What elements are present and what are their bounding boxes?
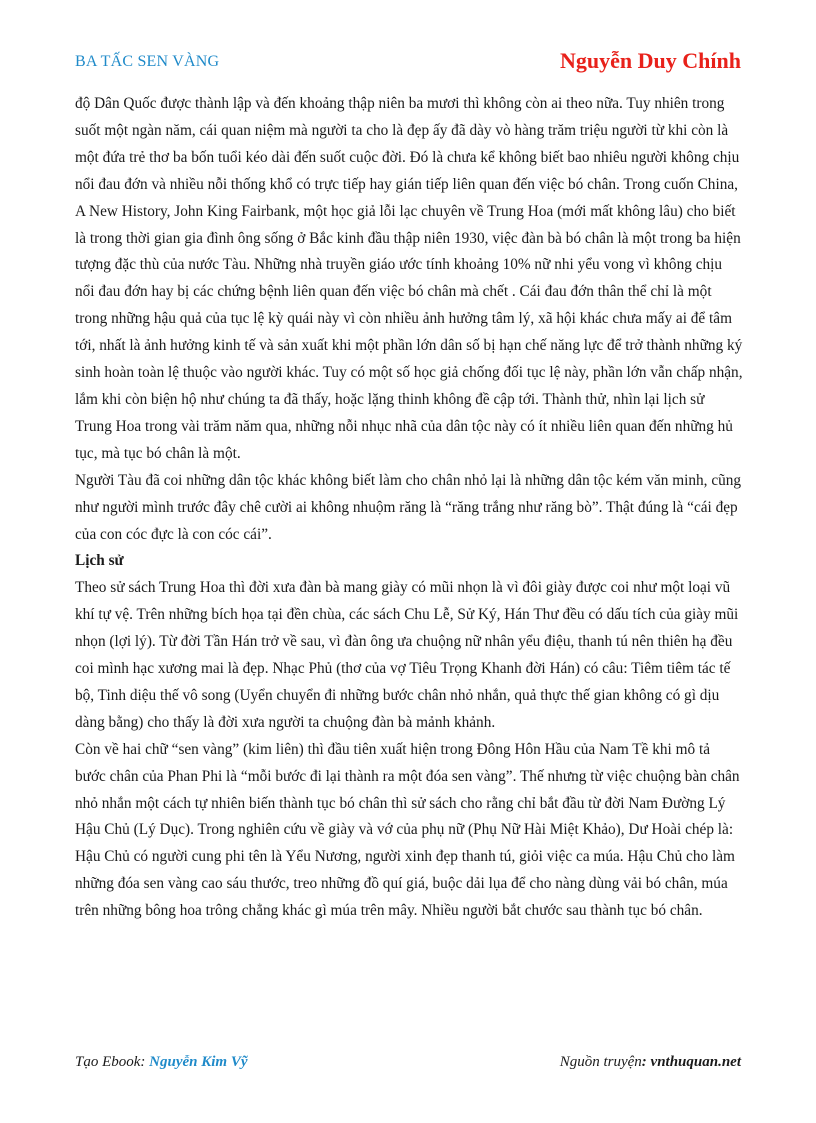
paragraph-4: Còn về hai chữ “sen vàng” (kim liên) thì đầu tiên xuất hiện trong Đông Hôn Hầu của Nam Tề khi mô tả bước chân của Phan Phi là “mỗi bước đi lại thành ra một đóa sen vàng”. Thế nhưng từ việc chuộng bàn chân nhỏ nhắn một cách tự nhiên biến thành tục bó chân thì sử sách cho rằng chỉ bắt đầu từ đời Nam Đường Lý Hậu Chủ (Lý Dục). Trong nghiên cứu về giày và vớ của phụ nữ (Phụ Nữ Hài Miệt Khảo), Dư Hoài chép là: Hậu Chủ có người cung phi tên là Yểu Nương, người xinh đẹp thanh tú, giỏi việc ca múa. Hậu Chủ cho làm những đóa sen vàng cao sáu thước, treo những đồ quí giá, buộc dải lụa để cho nàng dùng vải bó chân, múa trên những bông hoa trông chẳng khác gì múa trên mây. Nhiều người bắt chước sau thành tục bó chân. [75,740,740,920]
book-title: BA TẤC SEN VÀNG [75,53,220,70]
ebook-label: Tạo Ebook [75,1054,141,1070]
source-separator: : [641,1054,651,1070]
section-heading: Lịch sử [75,552,124,570]
page-header [75,48,741,78]
source-site: vnthuquan.net [650,1054,741,1070]
ebook-creator-name: Nguyễn Kim Vỹ [149,1054,248,1070]
ebook-credit [75,1054,248,1071]
author-name: Nguyễn Duy Chính [560,48,741,73]
source-label: Nguồn truyện [559,1054,642,1070]
paragraph-1: độ Dân Quốc được thành lập và đến khoảng thập niên ba mươi thì không còn ai theo nữa. Tuy nhiên trong suốt một ngàn năm, cái quan niệm mà người ta cho là đẹp ấy đã dày vò hàng trăm triệu người từ khi còn là một đứa trẻ thơ ba bốn tuổi kéo dài đến suốt cuộc đời. Đó là chưa kể không biết bao nhiêu người không chịu nổi đau đớn và nhiều nỗi thống khổ có trực tiếp hay gián tiếp liên quan đến việc bó chân. Trong cuốn China, A New History, John King Fairbank, một học giả lỗi lạc chuyên về Trung Hoa (mới mất không lâu) cho biết là trong thời gian gia đình ông sống ở Bắc kinh đầu thập niên 1930, việc đàn bà bó chân là một trong ba hiện tượng đặc thù của nước Tàu. Những nhà truyền giáo ước tính khoảng 10% nữ nhi yểu vong vì không chịu nổi đau đớn hay bị các chứng bệnh liên quan đến việc bó chân mà chết . Cái đau đớn thân thể chỉ là một trong những hậu quả của tục lệ kỳ quái này vì còn nhiều ảnh hưởng tâm lý, xã hội khác chưa mấy ai để tâm tới, nhất là ảnh hưởng kinh tế và sản xuất khi một phần lớn dân số bị hạn chế năng lực để trở thành những ký sinh hoàn toàn lệ thuộc vào người khác. Tuy có một số học giả chống đối tục lệ này, phần lớn vẫn chấp nhận, lắm khi còn biện hộ như chúng ta đã thấy, hoặc lặng thinh không đề cập tới. Thành thử, nhìn lại lịch sử Trung Hoa trong vài trăm năm qua, những nỗi nhục nhã của dân tộc này có ít nhiều liên quan đến những hủ tục, mà tục bó chân là một. [75,95,743,462]
paragraph-3: Theo sử sách Trung Hoa thì đời xưa đàn bà mang giày có mũi nhọn là vì đôi giày được coi như một loại vũ khí tự vệ. Trên những bích họa tại đền chùa, các sách Chu Lễ, Sử Ký, Hán Thư đều có dấu tích của giày mũi nhọn (lợi lý). Từ đời Tần Hán trở về sau, vì đàn ông ưa chuộng nữ nhân yểu điệu, thanh tú nên thiên hạ đều coi mình hạc xương mai là đẹp. Nhạc Phủ (thơ của vợ Tiêu Trọng Khanh đời Hán) có câu: Tiêm tiêm tác tế bộ, Tinh diệu thế vô song (Uyển chuyển đi những bước chân nhỏ nhắn, quả thực thế gian không có gì dịu dàng bằng) cho thấy là đời xưa người ta chuộng đàn bà mảnh khảnh. [75,579,739,731]
page-content [75,91,743,925]
source-credit [560,1054,741,1071]
paragraph-2: Người Tàu đã coi những dân tộc khác không biết làm cho chân nhỏ lại là những dân tộc kém văn minh, cũng như người mình trước đây chê cười ai không nhuộm răng là “răng trắng như răng bò”. Thật đúng là “cái đẹp của con cóc đực là con cóc cái”. [75,471,742,543]
ebook-separator: : [140,1054,150,1070]
